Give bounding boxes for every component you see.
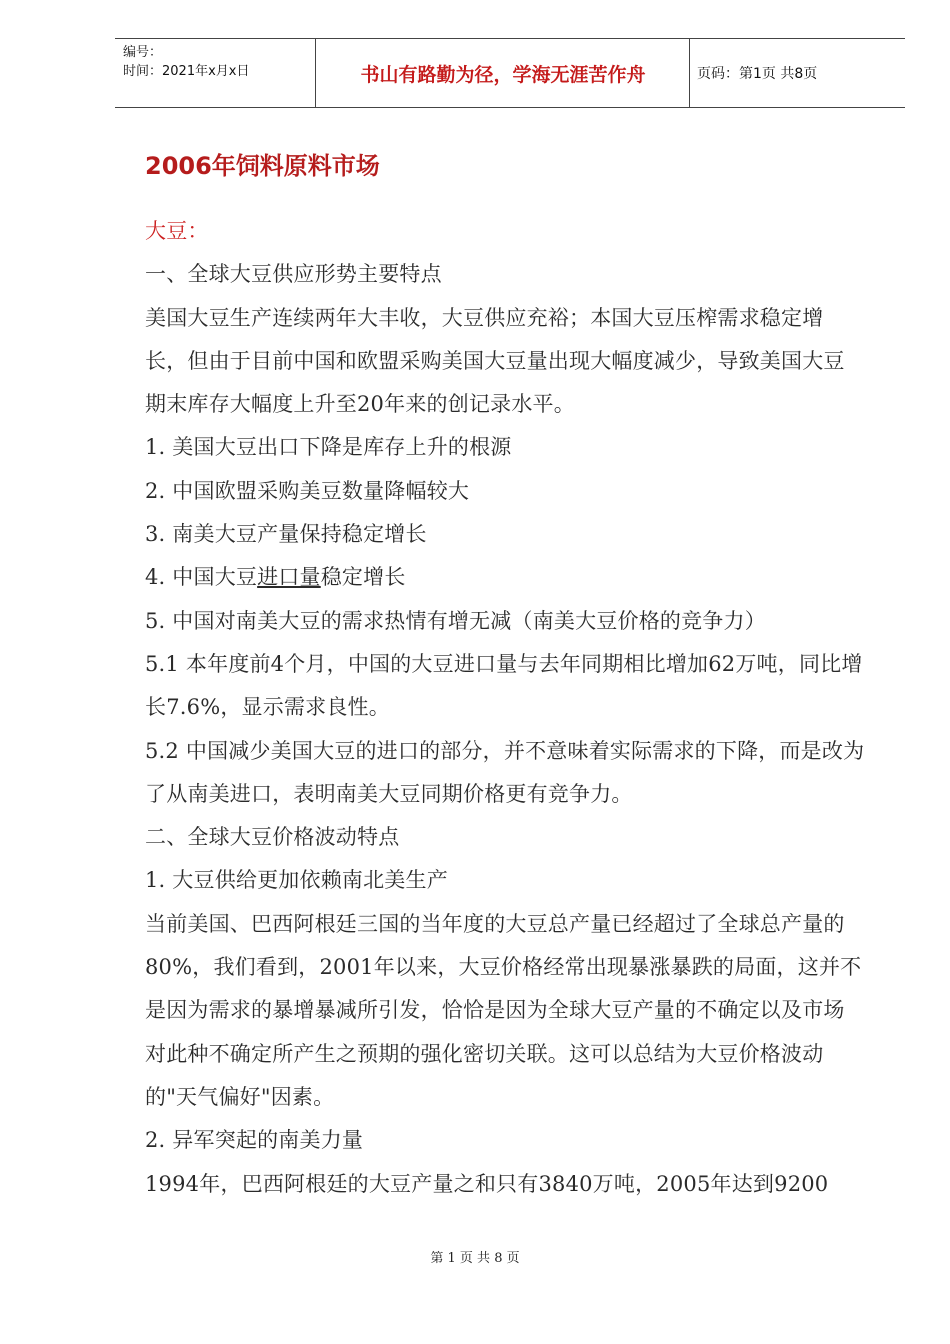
number-label: 编号：	[123, 45, 163, 60]
document-body	[145, 210, 865, 1206]
header-page-info: 页码：第1页 共8页	[697, 66, 818, 82]
item-suffix: 稳定增长	[320, 565, 406, 590]
header-divider	[315, 39, 316, 107]
paragraph: 1994年，巴西阿根廷的大豆产量之和只有3840万吨，2005年达到9200	[145, 1171, 829, 1196]
page-footer: 第 1 页 共 8 页	[430, 1251, 520, 1266]
heading-supply-features: 一、全球大豆供应形势主要特点	[145, 262, 442, 287]
document-header	[115, 38, 905, 108]
paragraph: 5.1 本年度前4个月，中国的大豆进口量与去年同期相比增加62万吨，同比增长7.6%，显示需求良性。	[145, 651, 863, 720]
list-item: 2. 异军突起的南美力量	[145, 1128, 364, 1153]
item-prefix: 4. 中国大豆	[145, 565, 258, 590]
list-item: 2. 中国欧盟采购美豆数量降幅较大	[145, 478, 470, 503]
section-label: 大豆：	[145, 219, 209, 243]
document-title: 2006年饲料原料市场	[145, 152, 380, 180]
header-divider	[689, 39, 690, 107]
list-item: 3. 南美大豆产量保持稳定增长	[145, 522, 427, 547]
paragraph: 当前美国、巴西阿根廷三国的当年度的大豆总产量已经超过了全球总产量的80%，我们看到，2001年以来，大豆价格经常出现暴涨暴跌的局面，这并不是因为需求的暴增暴减所引发，恰恰是因为全球大豆产量的不确定以及市场对此种不确定所产生之预期的强化密切关联。这可以总结为大豆价格波动的"天气偏好"因素。	[145, 911, 862, 1109]
list-item: 1. 美国大豆出口下降是库存上升的根源	[145, 435, 512, 460]
paragraph: 美国大豆生产连续两年大丰收，大豆供应充裕；本国大豆压榨需求稳定增长，但由于目前中国和欧盟采购美国大豆量出现大幅度减少，导致美国大豆期末库存大幅度上升至20年来的创记录水平。	[145, 305, 845, 417]
list-item: 5. 中国对南美大豆的需求热情有增无减（南美大豆价格的竞争力）	[145, 608, 766, 633]
header-motto: 书山有路勤为径，学海无涯苦作舟	[360, 63, 646, 86]
heading-price-features: 二、全球大豆价格波动特点	[145, 825, 400, 850]
header-meta	[123, 43, 313, 81]
time-label: 时间：2021年x月x日	[123, 64, 250, 79]
list-item	[145, 556, 865, 599]
list-item: 1. 大豆供给更加依赖南北美生产	[145, 868, 448, 893]
paragraph: 5.2 中国减少美国大豆的进口的部分，并不意味着实际需求的下降，而是改为了从南美进口，表明南美大豆同期价格更有竞争力。	[145, 738, 865, 806]
underlined-term: 进口量	[257, 565, 321, 590]
